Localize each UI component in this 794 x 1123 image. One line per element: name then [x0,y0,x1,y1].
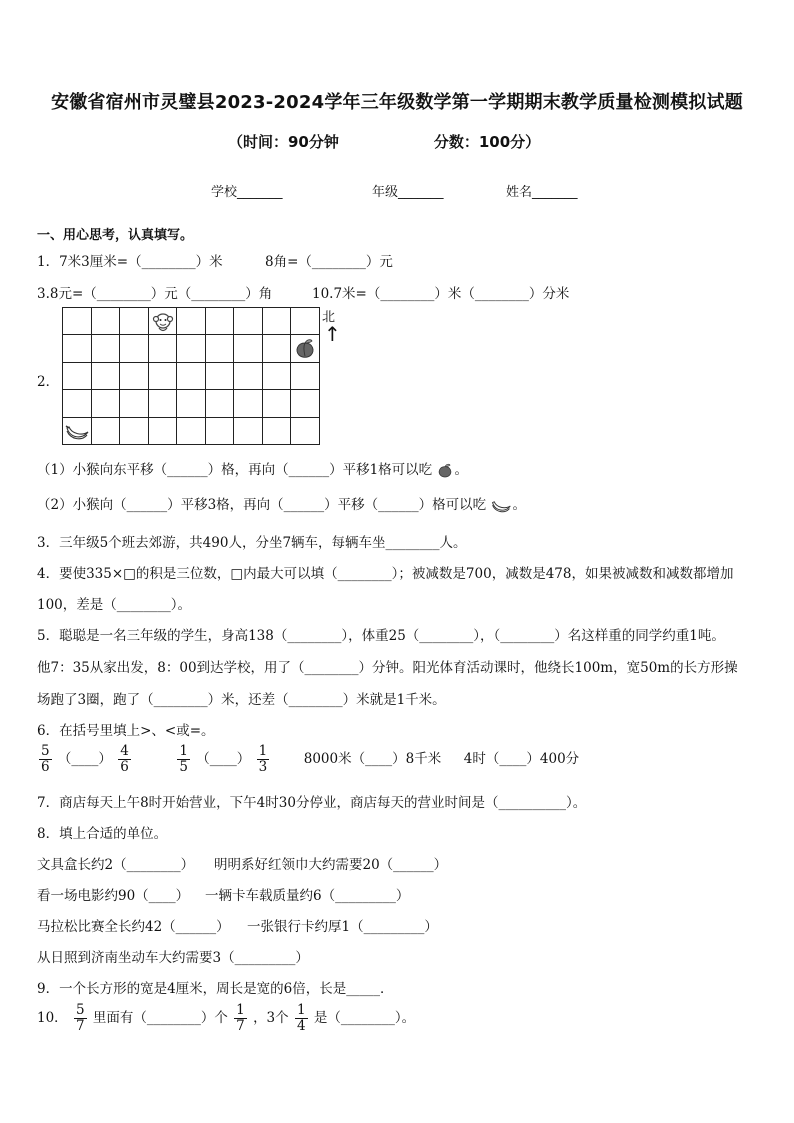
q8-l3a: 马拉松比赛全长约42（______） [37,919,230,935]
north-arrow-icon: ↑ [324,322,341,346]
fraction: $\frac{5}{7}$ [75,1002,85,1034]
q5-line3: 场跑了3圈，跑了（________）米，还差（________）米就是1千米。 [37,692,446,708]
peach-icon [436,463,454,479]
north-label: 北 [322,310,336,325]
section-heading: 一、用心思考，认真填写。 [37,228,194,243]
q8-l4: 从日照到济南坐动车大约需要3（_________） [37,950,309,966]
q6-comparisons: $\frac{5}{6}$ （____） $\frac{4}{6}$ $\frac{1}{5}$ （____） $\frac{1}{3}$ 8000米（____）8千米 4时（____）400分 [41,743,580,775]
q6-text: 6．在括号里填上>、<或=。 [37,723,215,739]
direction-grid [62,307,320,445]
q8-l2a: 看一场电影约90（____） [37,888,190,904]
q8-l2b: 一辆卡车载质量约6（_________） [205,888,410,904]
exam-score: 分数：100分） [433,133,541,151]
monkey-icon [151,310,175,334]
q1-a: 1．7米3厘米=（________）米 [37,254,223,270]
q2-sub1: （1）小猴向东平移（______）格，再向（______）平移1格可以吃 。 [37,462,468,478]
q5-line2: 他7：35从家出发，8：00到达学校，用了（________）分钟。阳光体育活动课时，他绕长100m，宽50m的长方形操 [37,660,738,676]
grade-field: 年级_______ [372,185,444,200]
q1-b: 8角=（________）元 [265,254,393,270]
q2-number: 2． [37,374,60,390]
q4-line1: 4．要使335×□的积是三位数，□内最大可以填（________）；被减数是700，减数是478，如果被减数和减数都增加 [37,566,734,582]
q8-text: 8．填上合适的单位。 [37,826,168,842]
fraction: $\frac{4}{6}$ [120,743,129,775]
exam-meta [228,131,540,152]
q1-c: 3.8元=（________）元（________）角 [37,286,273,302]
fraction: $\frac{5}{6}$ [41,743,50,775]
q7: 7．商店每天上午8时开始营业，下午4时30分停业，商店每天的营业时间是（__________）。 [37,795,587,811]
q5-line1: 5．聪聪是一名三年级的学生，身高138（________），体重25（________），（________）名这样重的同学约重1吨。 [37,628,725,644]
q9: 9．一个长方形的宽是4厘米，周长是宽的6倍，长是_____． [37,981,394,997]
banana-icon [64,422,90,442]
fraction: $\frac{1}{5}$ [179,743,188,775]
q10: 10． $\frac{5}{7}$ 里面有（________）个 $\frac{1}{7}$ ，3个 $\frac{1}{4}$ 是（________）。 [37,1002,416,1034]
fraction: $\frac{1}{3}$ [258,743,268,775]
q8-l1a: 文具盒长约2（________） [37,857,195,873]
q8-l1b: 明明系好红领巾大约需要20（______） [214,857,448,873]
fraction: $\frac{1}{4}$ [296,1002,306,1034]
peach-icon [293,338,317,360]
q4-line2: 100，差是（________）。 [37,597,192,613]
q1-d: 10.7米=（________）米（________）分米 [312,286,570,302]
name-field: 姓名_______ [506,185,578,200]
exam-time: （时间：90分钟 [228,133,339,151]
fraction: $\frac{1}{7}$ [236,1002,245,1034]
banana-icon [490,497,512,515]
q2-sub2: （2）小猴向（______）平移3格，再向（______）平移（______）格可以吃 。 [37,497,526,513]
q3: 3．三年级5个班去郊游，共490人，分坐7辆车，每辆车坐________人。 [37,535,467,551]
page-title: 安徽省宿州市灵璧县2023-2024学年三年级数学第一学期期末教学质量检测模拟试题 [51,92,743,113]
school-field: 学校_______ [211,185,283,200]
q8-l3b: 一张银行卡约厚1（_________） [247,919,438,935]
north-indicator [322,306,341,346]
